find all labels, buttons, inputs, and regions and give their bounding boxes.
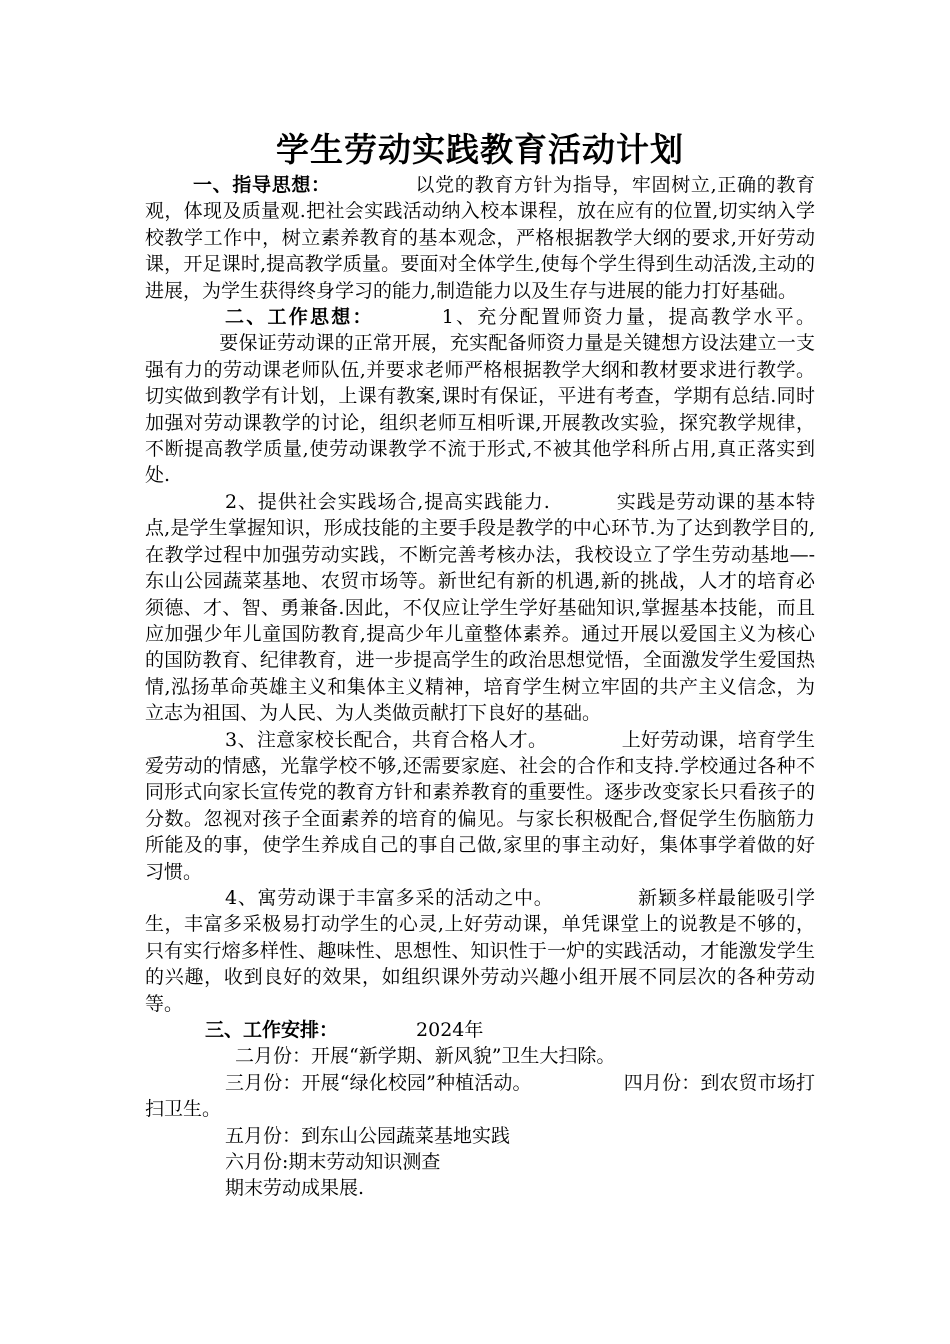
section-1	[145, 172, 815, 304]
section-2-item-1	[145, 304, 815, 489]
section-3	[145, 1017, 815, 1043]
section-3-heading: 三、工作安排：	[205, 1019, 339, 1041]
section-2-item-3	[145, 727, 815, 885]
item-3-title: 3、注意家校长配合，共育合格人才。	[225, 728, 548, 751]
section-2-item-4	[145, 885, 815, 1017]
section-3-year: 2024年	[416, 1019, 484, 1041]
item-2-text: 实践是劳动课的基本特点,是学生掌握知识，形成技能的主要手段是教学的中心环节.为了达到教学目的,在教学过程中加强劳动实践，不断完善考核办法，我校设立了学生劳动基地—-东山公园蔬菜基地、农贸市场等。新世纪有新的机遇,新的挑战，人才的培育必须德、才、智、勇兼备.因此，不仅应让学生学好基础知识,掌握基本技能，而且应加强少年儿童国防教育,提高少年儿童整体素养。通过开展以爱国主义为核心的国防教育、纪律教育，进一步提高学生的政治思想觉悟，全面激发学生爱国热情,泓扬革命英雄主义和集体主义精神，培育学生树立牢固的共产主义信念，为立志为祖国、为人民、为人类做贡献打下良好的基础。	[145, 490, 815, 725]
schedule-mar-apr	[145, 1070, 815, 1123]
section-2-heading: 二、工作思想：	[225, 306, 374, 329]
document-page	[145, 128, 815, 1202]
schedule-jun: 六月份:期末劳动知识测查	[225, 1151, 441, 1174]
section-1-heading: 一、指导思想：	[193, 174, 331, 196]
item-1-title: 1、充分配置师资力量，提高教学水平。	[441, 306, 815, 329]
schedule-apr: 四月份：到农贸市场打扫卫生。	[145, 1071, 815, 1121]
section-1-text: 以党的教育方针为指导，牢固树立,正确的教育观，体现及质量观.把社会实践活动纳入校本课程，放在应有的位置,切实纳入学校教学工作中，树立素养教育的基本观念，严格根据教学大纲的要求,开好劳动课，开足课时,提高教学质量。要面对全体学生,使每个学生得到生动活泼,主动的进展，为学生获得终身学习的能力,制造能力以及生存与进展的能力打好基础。	[145, 174, 815, 302]
item-1-text: 要保证劳动课的正常开展，充实配备师资力量是关键想方设法建立一支强有力的劳动课老师队伍,并要求老师严格根据教学大纲和教材要求进行教学。切实做到教学有计划，上课有教案,课时有保证，平进有考查，学期有总结.同时加强对劳动课教学的讨论，组织老师互相听课,开展教改实验，探究教学规律，不断提高教学质量,使劳动课教学不流于形式,不被其他学科所占用,真正落实到处.	[145, 332, 815, 487]
item-4-title: 4、寓劳动课于丰富多采的活动之中。	[225, 886, 554, 909]
schedule-may: 五月份：到东山公园蔬菜基地实践	[225, 1124, 511, 1147]
section-2-item-2	[145, 489, 815, 727]
item-2-title: 2、提供社会实践场合,提高实践能力.	[225, 490, 550, 513]
schedule-feb: 二月份：开展“新学期、新风貌”卫生大扫除。	[235, 1045, 616, 1068]
item-4-text: 新颖多样最能吸引学生，丰富多采极易打动学生的心灵,上好劳动课，单凭课堂上的说教是不够的，只有实行熔多样性、趣味性、思想性、知识性于一炉的实践活动，才能激发学生的兴趣，收到良好的效果，如组织课外劳动兴趣小组开展不同层次的各种劳动等。	[145, 886, 815, 1015]
schedule-mar: 三月份：开展“绿化校园”种植活动。	[225, 1071, 532, 1094]
schedule-end: 期末劳动成果展.	[225, 1177, 365, 1200]
item-3-text: 上好劳动课，培育学生爱劳动的情感，光靠学校不够,还需要家庭、社会的合作和支持.学校通过各种不同形式向家长宣传党的教育方针和素养教育的重要性。逐步改变家长只看孩子的分数。忽视对孩子全面素养的培育的偏见。与家长积极配合,督促学生伤脑筋力所能及的事，使学生养成自己的事自己做,家里的事主动好，集体事学着做的好习惯。	[145, 728, 815, 883]
page-title: 学生劳动实践教育活动计划	[276, 130, 684, 169]
